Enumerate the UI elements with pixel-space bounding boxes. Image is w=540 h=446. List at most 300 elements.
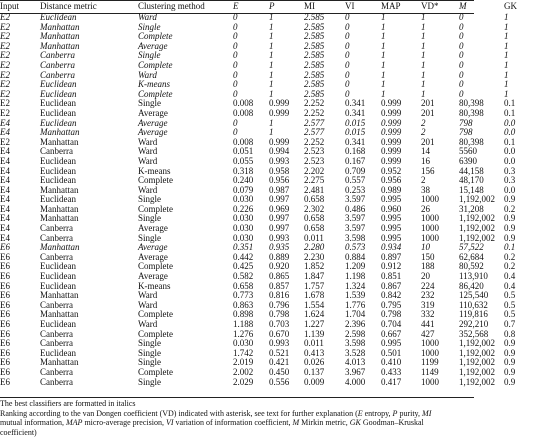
- cell-entropy: 0.318: [233, 165, 254, 176]
- cell-purity: 0.999: [269, 107, 290, 118]
- cell-mirkin: 798: [459, 127, 473, 138]
- cell-distance-metric: Canberra: [40, 251, 73, 262]
- results-table: [0, 1, 540, 387]
- cell-micro-average-precision: 0.867: [381, 280, 402, 291]
- cell-micro-average-precision: 1: [381, 69, 386, 80]
- cell-input: E6: [0, 261, 10, 272]
- cell-clustering-method: K-means: [138, 165, 171, 176]
- cell-clustering-method: Complete: [138, 309, 173, 320]
- cell-distance-metric: Manhattan: [40, 21, 80, 32]
- cell-distance-metric: Manhattan: [40, 184, 79, 195]
- cell-purity: 1: [269, 12, 274, 22]
- cell-distance-metric: Canberra: [40, 223, 73, 234]
- cell-purity: 1: [269, 31, 274, 42]
- cell-mirkin: 62,684: [459, 251, 484, 262]
- header-mutual-information: MI: [304, 1, 315, 12]
- cell-input: E2: [0, 107, 10, 118]
- cell-distance-metric: Canberra: [40, 59, 76, 70]
- cell-clustering-method: Ward: [138, 136, 158, 147]
- table-row: [0, 378, 540, 388]
- cell-purity: 0.993: [269, 338, 290, 349]
- cell-purity: 0.935: [269, 242, 290, 253]
- cell-input: E6: [0, 328, 10, 339]
- cell-variation-of-information: 0.557: [345, 175, 366, 186]
- cell-mutual-information: 1.227: [304, 319, 325, 329]
- cell-clustering-method: Ward: [138, 319, 158, 329]
- cell-goodman-kruskal: 0.0: [504, 117, 516, 128]
- cell-distance-metric: Euclidean: [40, 117, 77, 128]
- cell-mutual-information: 2.252: [304, 136, 325, 147]
- cell-van-dongen: 1000: [421, 194, 439, 205]
- cell-micro-average-precision: 0.798: [381, 309, 402, 320]
- cell-micro-average-precision: 0.960: [381, 203, 402, 214]
- cell-clustering-method: K-means: [138, 79, 170, 90]
- cell-variation-of-information: 3.597: [345, 213, 366, 224]
- cell-goodman-kruskal: 0.9: [504, 338, 516, 349]
- cell-van-dongen: 224: [421, 280, 435, 291]
- footnote-text: Ranking according to the van Dongen coefficient (VD) indicated with asterisk, see text for further explanation (: [0, 408, 358, 418]
- cell-mirkin: 1,192,002: [459, 213, 495, 224]
- cell-clustering-method: Complete: [138, 175, 173, 186]
- cell-micro-average-precision: 0.410: [381, 357, 402, 368]
- cell-van-dongen: 38: [421, 184, 430, 195]
- cell-purity: 0.889: [269, 251, 290, 262]
- cell-purity: 0.920: [269, 261, 290, 272]
- cell-entropy: 0: [233, 117, 238, 128]
- cell-entropy: 0: [233, 40, 238, 51]
- cell-input: E6: [0, 280, 10, 291]
- cell-purity: 0.993: [269, 232, 290, 243]
- cell-purity: 1: [269, 88, 274, 99]
- header-mirkin: M: [459, 1, 467, 12]
- cell-goodman-kruskal: 0.2: [504, 261, 516, 272]
- cell-goodman-kruskal: 1: [504, 88, 509, 99]
- cell-mutual-information: 2.230: [304, 251, 325, 262]
- cell-van-dongen: 20: [421, 271, 430, 282]
- cell-mirkin: 80,398: [459, 107, 484, 118]
- cell-goodman-kruskal: 0.0: [504, 146, 516, 157]
- cell-input: E6: [0, 366, 10, 377]
- cell-mutual-information: 2.585: [304, 50, 325, 61]
- cell-variation-of-information: 0.884: [345, 251, 366, 262]
- cell-van-dongen: 16: [421, 155, 430, 166]
- cell-variation-of-information: 0: [345, 40, 350, 51]
- cell-goodman-kruskal: 0.1: [504, 107, 516, 118]
- cell-micro-average-precision: 0.897: [381, 251, 402, 262]
- cell-mutual-information: 2.585: [304, 31, 325, 42]
- cell-micro-average-precision: 0.934: [381, 242, 402, 253]
- cell-goodman-kruskal: 1: [504, 21, 509, 32]
- cell-van-dongen: 1: [421, 88, 426, 99]
- cell-purity: 1: [269, 50, 274, 61]
- cell-mutual-information: 2.302: [304, 203, 325, 214]
- cell-clustering-method: Single: [138, 21, 161, 32]
- cell-clustering-method: Single: [138, 347, 162, 358]
- cell-micro-average-precision: 1: [381, 88, 386, 99]
- cell-variation-of-information: 3.597: [345, 194, 366, 205]
- cell-entropy: 0: [233, 31, 238, 42]
- cell-purity: 0.994: [269, 146, 290, 157]
- cell-distance-metric: Euclidean: [40, 194, 76, 205]
- cell-mirkin: 119,816: [459, 309, 488, 320]
- footnote-text: variation of information coefficient,: [173, 418, 293, 428]
- cell-micro-average-precision: 0.995: [381, 223, 402, 234]
- cell-variation-of-information: 1.198: [345, 271, 366, 282]
- cell-variation-of-information: 0: [345, 12, 350, 22]
- cell-clustering-method: Ward: [138, 290, 158, 301]
- cell-input: E4: [0, 232, 10, 243]
- cell-mirkin: 6390: [459, 155, 477, 166]
- cell-variation-of-information: 0.167: [345, 155, 366, 166]
- cell-input: E6: [0, 299, 10, 310]
- cell-van-dongen: 1: [421, 69, 426, 80]
- cell-mutual-information: 0.658: [304, 213, 325, 224]
- cell-input: E6: [0, 251, 10, 262]
- cell-clustering-method: Average: [138, 117, 168, 128]
- cell-goodman-kruskal: 0.4: [504, 271, 516, 282]
- header-clustering-method: Clustering method: [138, 1, 205, 12]
- cell-van-dongen: 188: [421, 261, 435, 272]
- cell-mirkin: 292,210: [459, 319, 489, 329]
- cell-micro-average-precision: 0.999: [381, 117, 402, 128]
- cell-goodman-kruskal: 0.4: [504, 280, 516, 291]
- cell-mirkin: 1,192,002: [459, 347, 495, 358]
- cell-micro-average-precision: 0.433: [381, 366, 402, 377]
- cell-mutual-information: 1.139: [304, 328, 325, 339]
- cell-distance-metric: Canberra: [40, 376, 73, 387]
- cell-purity: 1: [269, 117, 274, 128]
- cell-clustering-method: Average: [138, 107, 168, 118]
- cell-mirkin: 86,420: [459, 280, 484, 291]
- cell-purity: 0.969: [269, 203, 290, 214]
- cell-clustering-method: Single: [138, 50, 161, 61]
- cell-mirkin: 0: [459, 12, 464, 22]
- cell-van-dongen: 1199: [421, 357, 439, 368]
- cell-clustering-method: Complete: [138, 31, 173, 42]
- cell-mirkin: 57,522: [459, 242, 484, 253]
- cell-clustering-method: Average: [138, 251, 168, 262]
- cell-micro-average-precision: 0.989: [381, 184, 402, 195]
- cell-mutual-information: 2.577: [304, 117, 325, 128]
- cell-distance-metric: Euclidean: [40, 155, 76, 166]
- cell-distance-metric: Euclidean: [40, 319, 76, 329]
- cell-input: E2: [0, 40, 10, 51]
- cell-goodman-kruskal: 0.8: [504, 328, 516, 339]
- cell-van-dongen: 156: [421, 165, 435, 176]
- cell-mirkin: 0: [459, 50, 464, 61]
- cell-entropy: 0.425: [233, 261, 254, 272]
- cell-mutual-information: 1.847: [304, 271, 325, 282]
- cell-micro-average-precision: 0.999: [381, 155, 402, 166]
- cell-purity: 0.987: [269, 184, 290, 195]
- cell-distance-metric: Canberra: [40, 328, 73, 339]
- cell-van-dongen: 2: [421, 127, 426, 138]
- cell-mutual-information: 2.202: [304, 165, 325, 176]
- cell-input: E6: [0, 271, 10, 282]
- cell-clustering-method: Complete: [138, 261, 173, 272]
- cell-mutual-information: 0.009: [304, 376, 325, 387]
- cell-distance-metric: Canberra: [40, 299, 73, 310]
- cell-goodman-kruskal: 0.0: [504, 155, 516, 166]
- cell-purity: 1: [269, 69, 274, 80]
- cell-goodman-kruskal: 1: [504, 12, 509, 22]
- header-micro-average-precision: MAP: [381, 1, 401, 12]
- cell-purity: 0.997: [269, 223, 290, 234]
- cell-distance-metric: Canberra: [40, 232, 73, 243]
- cell-mutual-information: 1.852: [304, 261, 325, 272]
- cell-entropy: 0.030: [233, 338, 254, 349]
- cell-distance-metric: Euclidean: [40, 347, 76, 358]
- cell-van-dongen: 1: [421, 31, 426, 42]
- cell-distance-metric: Manhattan: [40, 40, 80, 51]
- footnote-text: Mirkin metric,: [299, 418, 350, 428]
- cell-mirkin: 125,540: [459, 290, 489, 301]
- cell-micro-average-precision: 0.995: [381, 213, 402, 224]
- cell-mutual-information: 2.585: [304, 79, 325, 90]
- cell-goodman-kruskal: 0.7: [504, 319, 516, 329]
- cell-goodman-kruskal: 1: [504, 59, 509, 70]
- cell-variation-of-information: 0.015: [345, 117, 366, 128]
- cell-goodman-kruskal: 0.9: [504, 357, 516, 368]
- cell-entropy: 0: [233, 69, 238, 80]
- cell-clustering-method: Complete: [138, 328, 173, 339]
- cell-distance-metric: Canberra: [40, 338, 73, 349]
- cell-input: E6: [0, 376, 10, 387]
- cell-variation-of-information: 0.341: [345, 98, 366, 109]
- cell-entropy: 0.773: [233, 290, 254, 301]
- cell-van-dongen: 1: [421, 21, 426, 32]
- cell-micro-average-precision: 0.995: [381, 232, 402, 243]
- cell-micro-average-precision: 0.995: [381, 338, 402, 349]
- footnote-abbreviations: [0, 418, 474, 428]
- cell-micro-average-precision: 1: [381, 40, 386, 51]
- cell-mirkin: 1,192,002: [459, 376, 495, 387]
- cell-input: E4: [0, 184, 10, 195]
- cell-purity: 0.993: [269, 155, 290, 166]
- cell-purity: 0.997: [269, 194, 290, 205]
- cell-clustering-method: Average: [138, 271, 168, 282]
- cell-purity: 1: [269, 127, 274, 138]
- cell-clustering-method: Single: [138, 194, 162, 205]
- cell-mutual-information: 0.011: [304, 338, 324, 349]
- cell-micro-average-precision: 1: [381, 59, 386, 70]
- cell-variation-of-information: 0.573: [345, 242, 366, 253]
- cell-mirkin: 0: [459, 40, 464, 51]
- cell-micro-average-precision: 0.912: [381, 261, 402, 272]
- cell-goodman-kruskal: 0.5: [504, 309, 516, 320]
- cell-entropy: 0: [233, 79, 238, 90]
- cell-distance-metric: Euclidean: [40, 280, 76, 291]
- cell-distance-metric: Manhattan: [40, 203, 79, 214]
- cell-mirkin: 48,170: [459, 175, 484, 186]
- cell-van-dongen: 201: [421, 136, 435, 147]
- cell-distance-metric: Euclidean: [40, 98, 76, 109]
- cell-van-dongen: 2: [421, 117, 426, 128]
- cell-input: E4: [0, 127, 10, 138]
- cell-purity: 0.865: [269, 271, 290, 282]
- cell-distance-metric: Canberra: [40, 50, 76, 61]
- cell-van-dongen: 1: [421, 79, 426, 90]
- cell-goodman-kruskal: 0.0: [504, 184, 516, 195]
- cell-micro-average-precision: 0.956: [381, 175, 402, 186]
- cell-goodman-kruskal: 0.9: [504, 223, 516, 234]
- cell-variation-of-information: 3.597: [345, 223, 366, 234]
- cell-mirkin: 352,568: [459, 328, 489, 339]
- cell-variation-of-information: 4.013: [345, 357, 366, 368]
- cell-mirkin: 44,158: [459, 165, 484, 176]
- cell-purity: 0.521: [269, 347, 290, 358]
- cell-mutual-information: 0.658: [304, 194, 325, 205]
- cell-input: E6: [0, 357, 10, 368]
- cell-input: E6: [0, 242, 10, 253]
- cell-entropy: 0.582: [233, 271, 254, 282]
- cell-van-dongen: 1000: [421, 347, 439, 358]
- cell-micro-average-precision: 0.952: [381, 165, 402, 176]
- cell-entropy: 0.079: [233, 184, 254, 195]
- cell-input: E2: [0, 136, 10, 147]
- cell-clustering-method: Single: [138, 357, 162, 368]
- header-entropy: E: [233, 1, 239, 12]
- cell-micro-average-precision: 1: [381, 50, 386, 61]
- footnote-abbrev-p: P: [392, 408, 398, 418]
- cell-distance-metric: Canberra: [40, 69, 76, 80]
- cell-micro-average-precision: 0.795: [381, 299, 402, 310]
- cell-micro-average-precision: 0.501: [381, 347, 402, 358]
- cell-input: E2: [0, 50, 10, 61]
- cell-variation-of-information: 0.341: [345, 136, 366, 147]
- cell-van-dongen: 332: [421, 309, 435, 320]
- cell-distance-metric: Canberra: [40, 146, 73, 157]
- cell-mirkin: 31,208: [459, 203, 484, 214]
- cell-entropy: 0.442: [233, 251, 254, 262]
- cell-input: E2: [0, 31, 10, 42]
- footnote-text: micro-average precision,: [82, 418, 166, 428]
- cell-purity: 1: [269, 59, 274, 70]
- cell-goodman-kruskal: 1: [504, 79, 509, 90]
- cell-variation-of-information: 1.539: [345, 290, 366, 301]
- cell-input: E4: [0, 165, 10, 176]
- cell-purity: 0.997: [269, 213, 290, 224]
- cell-goodman-kruskal: 0.9: [504, 376, 516, 387]
- cell-goodman-kruskal: 0.3: [504, 175, 516, 186]
- cell-mutual-information: 2.585: [304, 12, 325, 22]
- cell-mirkin: 1,192,002: [459, 338, 495, 349]
- cell-distance-metric: Euclidean: [40, 12, 77, 22]
- cell-van-dongen: 1000: [421, 223, 439, 234]
- cell-micro-average-precision: 1: [381, 12, 386, 22]
- cell-distance-metric: Manhattan: [40, 213, 79, 224]
- cell-variation-of-information: 0.015: [345, 127, 366, 138]
- cell-mirkin: 110,632: [459, 299, 488, 310]
- cell-distance-metric: Euclidean: [40, 79, 77, 90]
- cell-goodman-kruskal: 1: [504, 31, 509, 42]
- cell-goodman-kruskal: 0.9: [504, 232, 516, 243]
- cell-mutual-information: 2.585: [304, 21, 325, 32]
- cell-micro-average-precision: 1: [381, 31, 386, 42]
- cell-input: E4: [0, 194, 10, 205]
- cell-micro-average-precision: 0.704: [381, 319, 402, 329]
- cell-mutual-information: 2.577: [304, 127, 325, 138]
- cell-entropy: 1.742: [233, 347, 254, 358]
- cell-clustering-method: Single: [138, 338, 162, 349]
- cell-mutual-information: 2.523: [304, 146, 325, 157]
- cell-entropy: 0.030: [233, 213, 254, 224]
- cell-mirkin: 0: [459, 59, 464, 70]
- cell-entropy: 0: [233, 21, 238, 32]
- table-bottom-rule: [0, 397, 474, 398]
- cell-clustering-method: Complete: [138, 203, 173, 214]
- cell-goodman-kruskal: 0.3: [504, 165, 516, 176]
- table-footnotes: [0, 399, 474, 437]
- cell-entropy: 2.002: [233, 366, 254, 377]
- cell-goodman-kruskal: 0.5: [504, 290, 516, 301]
- cell-purity: 0.450: [269, 366, 290, 377]
- cell-entropy: 0: [233, 88, 238, 99]
- cell-mutual-information: 2.523: [304, 155, 325, 166]
- cell-distance-metric: Euclidean: [40, 271, 76, 282]
- cell-entropy: 1.276: [233, 328, 254, 339]
- cell-mirkin: 80,592: [459, 261, 484, 272]
- cell-variation-of-information: 0.253: [345, 184, 366, 195]
- cell-mirkin: 798: [459, 117, 473, 128]
- cell-purity: 0.816: [269, 290, 290, 301]
- cell-entropy: 0.863: [233, 299, 254, 310]
- cell-variation-of-information: 0.486: [345, 203, 366, 214]
- cell-distance-metric: Manhattan: [40, 136, 79, 147]
- cell-micro-average-precision: 0.851: [381, 271, 402, 282]
- cell-micro-average-precision: 0.999: [381, 136, 402, 147]
- cell-variation-of-information: 3.598: [345, 232, 366, 243]
- cell-mirkin: 1,192,002: [459, 194, 495, 205]
- cell-van-dongen: 1: [421, 40, 426, 51]
- cell-entropy: 0.055: [233, 155, 254, 166]
- cell-van-dongen: 1000: [421, 338, 439, 349]
- cell-input: E6: [0, 309, 10, 320]
- footnote-best-classifiers: The best classifiers are formatted in italics: [0, 399, 136, 408]
- header-variation-of-information: VI: [345, 1, 355, 12]
- cell-mutual-information: 0.658: [304, 223, 325, 234]
- footnote-text: mutual information,: [0, 418, 66, 428]
- cell-entropy: 1.188: [233, 319, 254, 329]
- cell-distance-metric: Manhattan: [40, 357, 79, 368]
- cell-variation-of-information: 0.168: [345, 146, 366, 157]
- cell-input: E2: [0, 88, 10, 99]
- cell-distance-metric: Manhattan: [40, 309, 79, 320]
- cell-goodman-kruskal: 0.5: [504, 299, 516, 310]
- cell-distance-metric: Euclidean: [40, 175, 76, 186]
- cell-van-dongen: 232: [421, 290, 435, 301]
- cell-mutual-information: 0.011: [304, 232, 324, 243]
- cell-distance-metric: Manhattan: [40, 31, 80, 42]
- cell-mutual-information: 2.252: [304, 107, 325, 118]
- cell-variation-of-information: 2.598: [345, 328, 366, 339]
- footnote-text: purity,: [397, 408, 423, 418]
- cell-clustering-method: Complete: [138, 59, 173, 70]
- cell-van-dongen: 10: [421, 242, 430, 253]
- cell-micro-average-precision: 0.999: [381, 107, 402, 118]
- cell-entropy: 2.029: [233, 376, 254, 387]
- cell-purity: 1: [269, 79, 274, 90]
- cell-clustering-method: Ward: [138, 12, 157, 22]
- cell-mirkin: 1,192,002: [459, 366, 495, 377]
- cell-mirkin: 0: [459, 31, 464, 42]
- cell-distance-metric: Manhattan: [40, 290, 79, 301]
- cell-goodman-kruskal: 0.9: [504, 194, 516, 205]
- cell-input: E4: [0, 146, 10, 157]
- cell-input: E4: [0, 223, 10, 234]
- cell-input: E4: [0, 203, 10, 214]
- cell-clustering-method: Ward: [138, 146, 158, 157]
